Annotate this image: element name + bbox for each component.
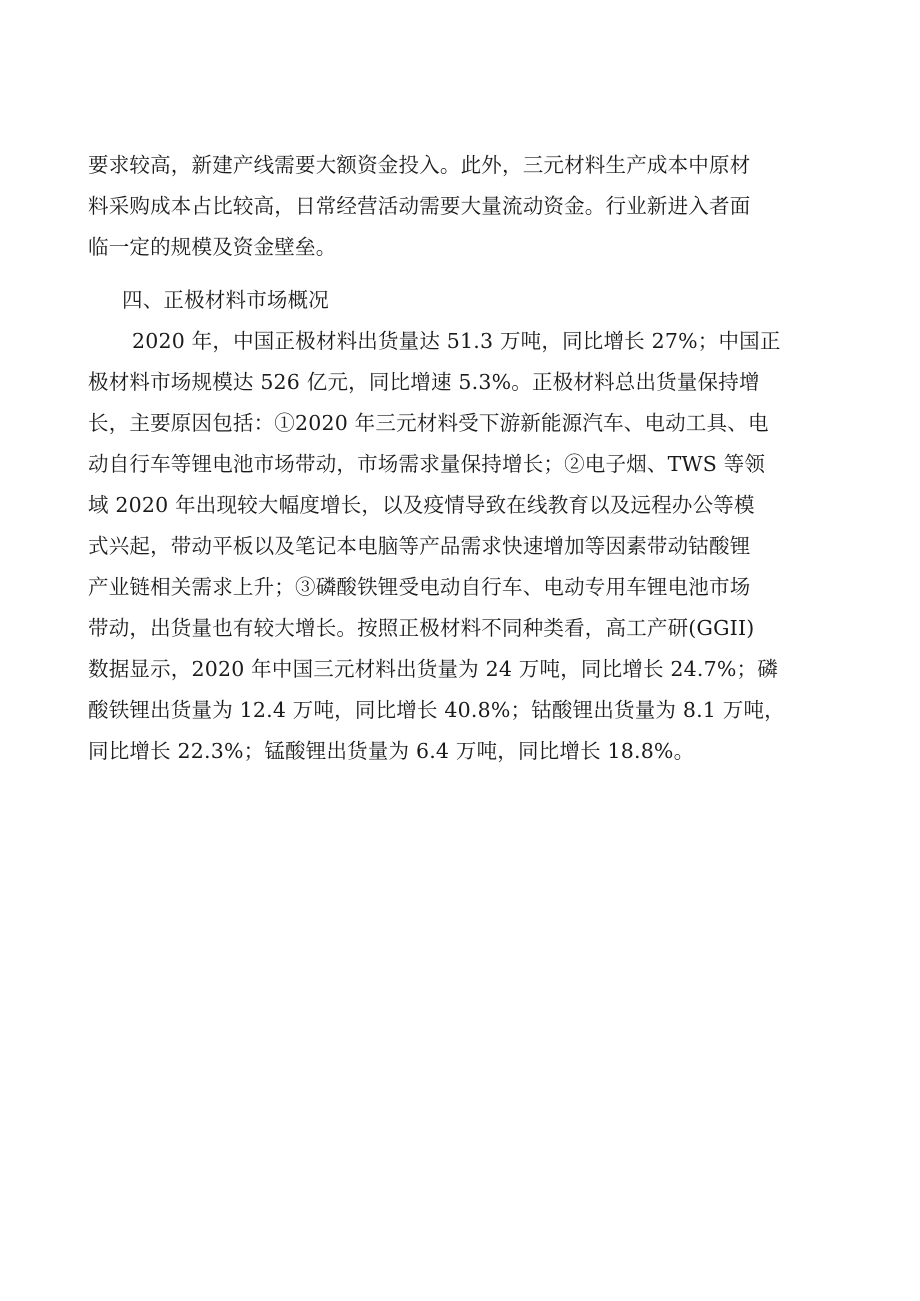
paragraph-line: 长，主要原因包括：①2020 年三元材料受下游新能源汽车、电动工具、电 (88, 411, 769, 435)
paragraph-line: 要求较高，新建产线需要大额资金投入。此外，三元材料生产成本中原材 (88, 153, 751, 177)
paragraph-line: 料采购成本占比较高，日常经营活动需要大量流动资金。行业新进入者面 (88, 194, 751, 218)
paragraph-line: 产业链相关需求上升；③磷酸铁锂受电动自行车、电动专用车锂电池市场 (88, 575, 751, 599)
paragraph-market-overview (88, 321, 840, 772)
paragraph-capital-barrier (88, 145, 840, 268)
paragraph-line: 临一定的规模及资金壁垒。 (88, 235, 337, 259)
paragraph-line: 2020 年，中国正极材料出货量达 51.3 万吨，同比增长 27%；中国正 (132, 329, 781, 353)
paragraph-line: 同比增长 22.3%；锰酸锂出货量为 6.4 万吨，同比增长 18.8%。 (88, 739, 695, 763)
paragraph-line: 域 2020 年出现较大幅度增长，以及疫情导致在线教育以及远程办公等模 (88, 493, 755, 517)
section-heading: 四、正极材料市场概况 (122, 288, 329, 312)
paragraph-line: 酸铁锂出货量为 12.4 万吨，同比增长 40.8%；钴酸锂出货量为 8.1 万吨， (88, 698, 785, 722)
paragraph-line: 式兴起，带动平板以及笔记本电脑等产品需求快速增加等因素带动钴酸锂 (88, 534, 751, 558)
paragraph-line: 数据显示，2020 年中国三元材料出货量为 24 万吨，同比增长 24.7%；磷 (88, 657, 778, 681)
paragraph-line: 极材料市场规模达 526 亿元，同比增速 5.3%。正极材料总出货量保持增 (88, 370, 760, 394)
document-body (88, 145, 840, 772)
paragraph-line: 带动，出货量也有较大增长。按照正极材料不同种类看，高工产研(GGII) (88, 616, 755, 640)
paragraph-line: 动自行车等锂电池市场带动，市场需求量保持增长；②电子烟、TWS 等领 (88, 452, 766, 476)
